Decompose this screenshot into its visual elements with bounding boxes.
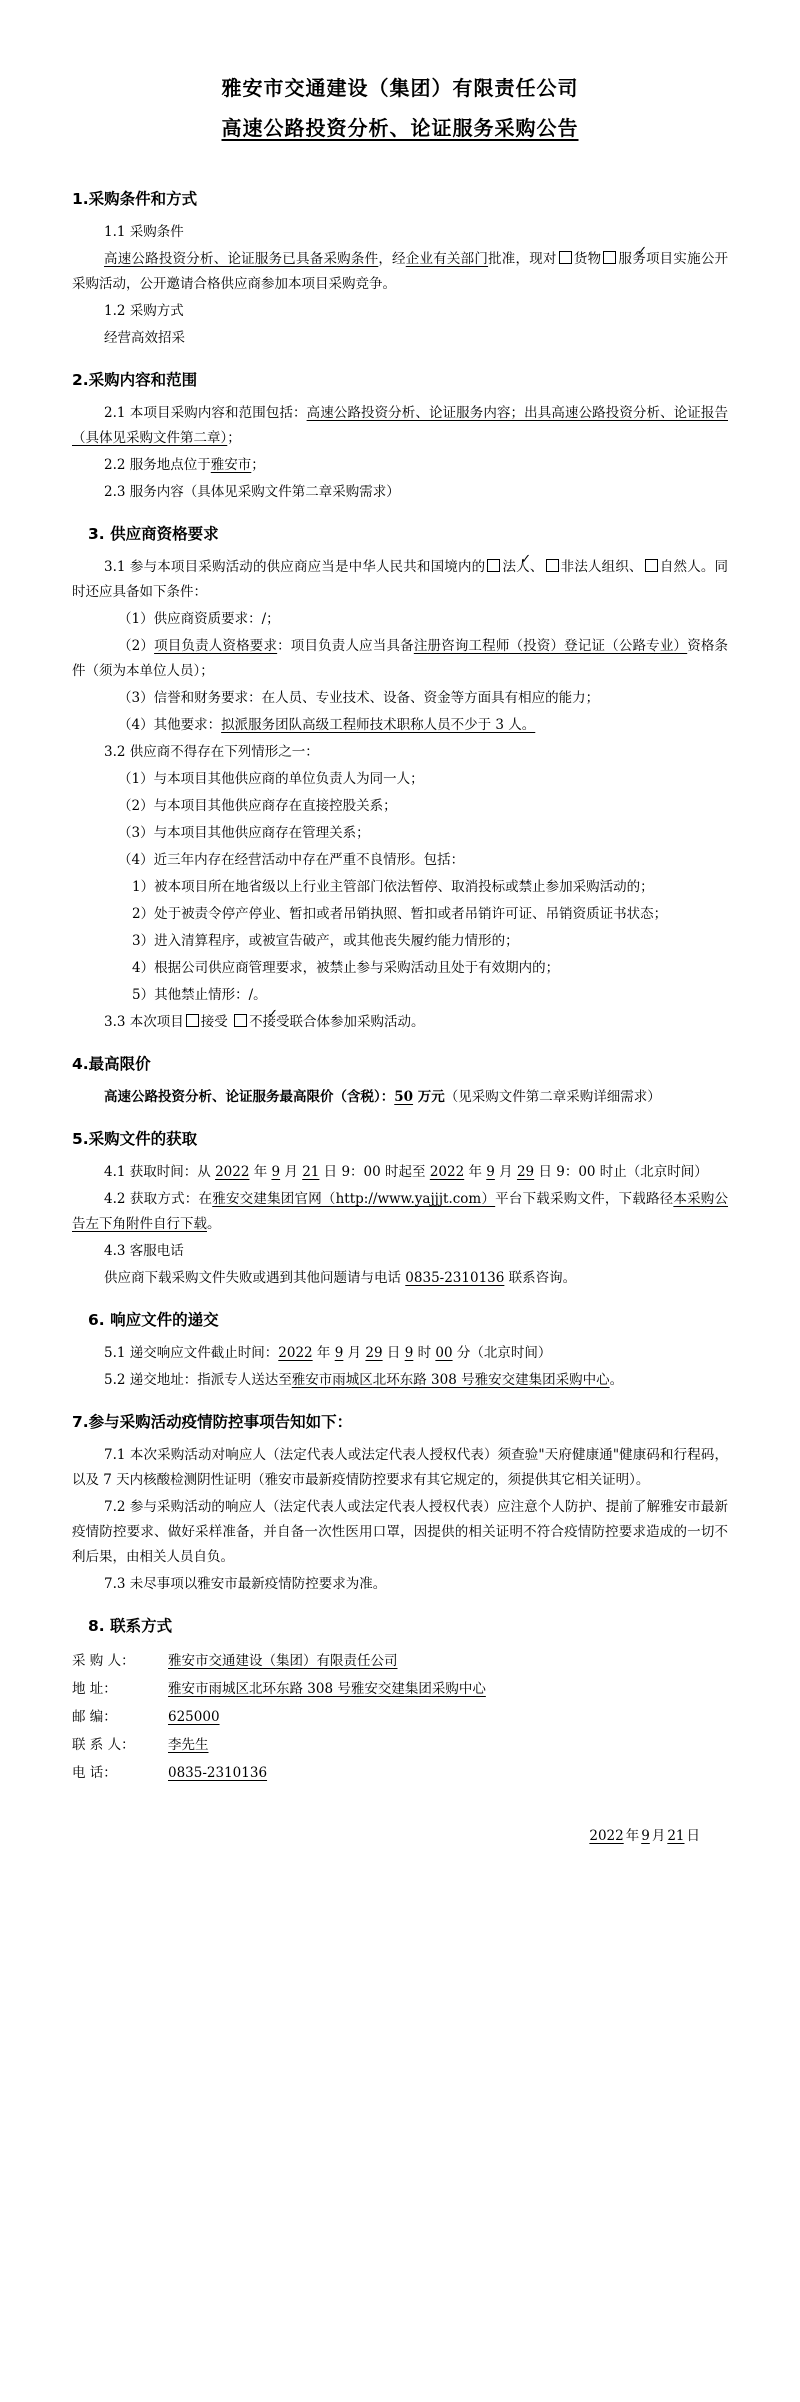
paragraph-3-2-4-1: 1）被本项目所在地省级以上行业主管部门依法暂停、取消投标或禁止参加采购活动的； (132, 879, 654, 895)
contact-label-phone: 电 话： (72, 1765, 117, 1781)
checkbox-accept-consortium[interactable] (186, 1014, 199, 1027)
contact-value-postcode: 625000 (168, 1709, 220, 1725)
contact-value-purchaser: 雅安市交通建设（集团）有限责任公司 (168, 1653, 398, 1669)
paragraph-6-2: 5.2 递交地址：指派专人送达至雅安市雨城区北环东路 308 号雅安交建集团采购中心。 (104, 1372, 624, 1388)
paragraph-3-3: 3.3 本次项目 接受 ✓不接受联合体参加采购活动。 (72, 1010, 728, 1035)
section-heading-7: 7.参与采购活动疫情防控事项告知如下： (72, 1413, 353, 1431)
contact-label-postcode: 邮 编： (72, 1709, 117, 1725)
paragraph-3-2-4-3: 3）进入清算程序，或被宣告破产，或其他丧失履约能力情形的； (132, 933, 519, 949)
table-row (72, 1647, 512, 1675)
paragraph-3-1-1: （1）供应商资质要求：/； (118, 611, 280, 627)
section-heading-1: 1.采购条件和方式 (72, 190, 198, 208)
paragraph-3-1-4: （4）其他要求：拟派服务团队高级工程师技术职称人员不少于 3 人。 (118, 717, 536, 733)
title-block (72, 68, 728, 148)
table-row (72, 1759, 512, 1787)
paragraph-2-1: 2.1 本项目采购内容和范围包括：高速公路投资分析、论证服务内容；出具高速公路投资分析、论证报告（具体见采购文件第二章）； (72, 405, 728, 446)
checkbox-non-legal-org[interactable] (546, 559, 559, 572)
paragraph-3-2-4-2: 2）处于被责令停产停业、暂扣或者吊销执照、暂扣或者吊销许可证、吊销资质证书状态； (132, 906, 668, 922)
paragraph-3-1-2: （2）项目负责人资格要求：项目负责人应当具备注册咨询工程师（投资）登记证（公路专业）资格条件（须为本单位人员）； (72, 638, 729, 679)
table-row (72, 1703, 512, 1731)
paragraph-5-3: 4.3 客服电话 (104, 1243, 184, 1259)
section-heading-6: 6. 响应文件的递交 (88, 1311, 219, 1329)
paragraph-6-1: 5.1 递交响应文件截止时间：2022 年 9 月 29 日 9 时 00 分（北京时间） (104, 1345, 552, 1361)
paragraph-3-2-4-5: 5）其他禁止情形：/。 (132, 987, 267, 1003)
paragraph-3-2-4-4: 4）根据公司供应商管理要求，被禁止参与采购活动且处于有效期内的； (132, 960, 560, 976)
paragraph-3-1-3: （3）信誉和财务要求：在人员、专业技术、设备、资金等方面具有相应的能力； (118, 690, 600, 706)
contact-value-phone: 0835-2310136 (168, 1765, 268, 1781)
checkbox-goods[interactable] (559, 251, 572, 264)
paragraph-1-1: 1.1 采购条件 (104, 224, 184, 240)
section-heading-4: 4.最高限价 (72, 1055, 151, 1073)
table-row (72, 1675, 512, 1703)
paragraph-7-1: 7.1 本次采购活动对响应人（法定代表人或法定代表人授权代表）须查验"天府健康通"健康码和行程码，以及 7 天内核酸检测阴性证明（雅安市最新疫情防控要求有其它规定的，须提供其它相关证明）。 (72, 1447, 728, 1488)
paragraph-3-2-2: （2）与本项目其他供应商存在直接控股关系； (118, 798, 397, 814)
paragraph-3-1: 3.1 参与本项目采购活动的供应商应当是中华人民共和国境内的 ✓ 法人、 非法人组织、 自然人。同时还应具备如下条件： (72, 555, 728, 605)
paragraph-1-4: 经营高效招采 (104, 330, 185, 346)
paragraph-7-2: 7.2 参与采购活动的响应人（法定代表人或法定代表人授权代表）应注意个人防护、提前了解雅安市最新疫情防控要求、做好采样准备，并自备一次性医用口罩，因提供的相关证明不符合疫情防控要求造成的一切不利后果，由相关人员自负。 (72, 1499, 728, 1565)
document-date (72, 1823, 728, 1849)
page-title: 雅安市交通建设（集团）有限责任公司 (221, 76, 579, 100)
section-heading-5: 5.采购文件的获取 (72, 1130, 198, 1148)
paragraph-3-2-1: （1）与本项目其他供应商的单位负责人为同一人； (118, 771, 424, 787)
contact-table (72, 1647, 512, 1787)
date-year-unit: 年 (625, 1828, 640, 1844)
date-year: 2022 (589, 1828, 624, 1844)
paragraph-1-3: 1.2 采购方式 (104, 303, 184, 319)
paragraph-4-1: 高速公路投资分析、论证服务最高限价（含税）：50 万元（见采购文件第二章采购详细需求） (104, 1089, 661, 1105)
paragraph-7-3: 7.3 未尽事项以雅安市最新疫情防控要求为准。 (104, 1576, 387, 1592)
contact-label-person: 联 系 人： (72, 1737, 135, 1753)
contact-label-address: 地 址： (72, 1681, 117, 1697)
paragraph-3-2: 3.2 供应商不得存在下列情形之一： (104, 744, 319, 760)
checkbox-natural-person[interactable] (645, 559, 658, 572)
checkbox-service[interactable] (603, 251, 616, 264)
date-month: 9 (641, 1828, 650, 1844)
paragraph-5-1: 4.1 获取时间：从 2022 年 9 月 21 日 9：00 时起至 2022 年 9 月 29 日 9：00 时止（北京时间） (104, 1164, 708, 1180)
paragraph-2-3: 2.3 服务内容（具体见采购文件第二章采购需求） (104, 484, 400, 500)
checkbox-legal-person[interactable] (487, 559, 500, 572)
checkbox-reject-consortium[interactable] (234, 1014, 247, 1027)
contact-label-purchaser: 采 购 人： (72, 1653, 135, 1669)
contact-value-person: 李先生 (168, 1737, 209, 1753)
contact-value-address: 雅安市雨城区北环东路 308 号雅安交建集团采购中心 (168, 1681, 486, 1697)
page-subtitle: 高速公路投资分析、论证服务采购公告 (221, 116, 579, 140)
paragraph-3-2-4: （4）近三年内存在经营活动中存在严重不良情形。包括： (118, 852, 465, 868)
table-row (72, 1731, 512, 1759)
section-heading-3: 3. 供应商资格要求 (88, 525, 219, 543)
section-heading-2: 2.采购内容和范围 (72, 371, 198, 389)
paragraph-3-2-3: （3）与本项目其他供应商存在管理关系； (118, 825, 370, 841)
date-day: 21 (667, 1828, 685, 1844)
paragraph-5-2: 4.2 获取方式：在雅安交建集团官网（http://www.yajjjt.com）平台下载采购文件，下载路径本采购公告左下角附件自行下载。 (72, 1191, 729, 1232)
paragraph-5-4: 供应商下载采购文件失败或遇到其他问题请与电话 0835-2310136 联系咨询。 (104, 1270, 577, 1286)
section-heading-8: 8. 联系方式 (88, 1617, 173, 1635)
paragraph-1-2: 高速公路投资分析、论证服务已具备采购条件，经企业有关部门批准，现对 货物 ✓ 服务项目实施公开采购活动，公开邀请合格供应商参加本项目采购竞争。 (72, 247, 728, 297)
date-month-unit: 月 (651, 1828, 666, 1844)
paragraph-2-2: 2.2 服务地点位于雅安市； (104, 457, 265, 473)
date-day-unit: 日 (686, 1828, 700, 1844)
